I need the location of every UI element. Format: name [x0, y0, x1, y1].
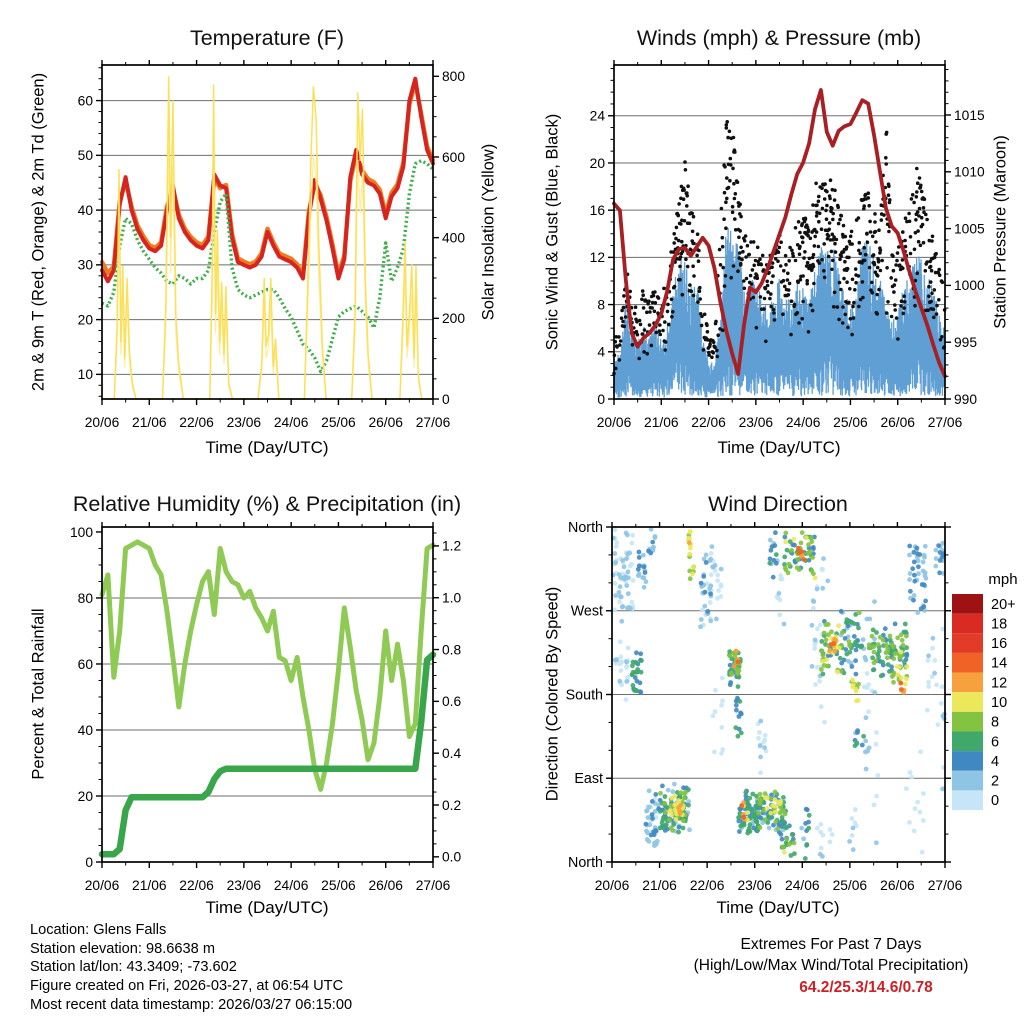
svg-text:25/06: 25/06	[832, 878, 868, 893]
svg-text:60: 60	[77, 656, 93, 672]
svg-text:200: 200	[442, 311, 466, 327]
svg-text:22/06: 22/06	[691, 415, 726, 430]
extremes-subtitle: (High/Low/Max Wind/Total Precipitation)	[693, 957, 969, 974]
svg-text:21/06: 21/06	[132, 878, 167, 893]
panel-title-humidity-precip: Relative Humidity (%) & Precipitation (in)	[72, 492, 462, 516]
svg-text:North: North	[568, 519, 603, 536]
svg-text:West: West	[570, 603, 603, 620]
svg-text:1010: 1010	[954, 164, 985, 180]
svg-text:12: 12	[589, 250, 605, 266]
colorbar-label: 10	[991, 695, 1008, 712]
svg-text:25/06: 25/06	[321, 878, 356, 893]
svg-text:10: 10	[77, 367, 93, 383]
svg-text:21/06: 21/06	[642, 878, 677, 893]
xaxis-label-direction: Time (Day/UTC)	[716, 898, 840, 917]
station-location: Location: Glens Falls	[30, 922, 167, 938]
svg-text:26/06: 26/06	[368, 878, 403, 893]
svg-text:20/06: 20/06	[84, 878, 120, 893]
colorbar-label: 12	[991, 675, 1008, 692]
svg-text:0.8: 0.8	[442, 642, 462, 658]
svg-text:20/06: 20/06	[594, 878, 630, 893]
t2m-red-line	[102, 79, 433, 282]
svg-text:100: 100	[69, 524, 93, 540]
colorbar-label: 20+	[991, 596, 1016, 613]
svg-text:400: 400	[442, 230, 466, 246]
yaxis-label-direction-left: Direction (Colored By Speed)	[543, 586, 562, 802]
speed-colorbar	[952, 594, 1016, 810]
svg-text:600: 600	[442, 149, 466, 165]
figure-created-line: Figure created on Fri, 2026-03-27, at 06:54 UTC	[30, 978, 344, 995]
svg-text:1005: 1005	[954, 221, 985, 237]
humidity-precip-frame	[70, 522, 462, 893]
extremes-values: 64.2/25.3/14.6/0.78	[799, 979, 933, 996]
svg-text:800: 800	[442, 69, 466, 85]
svg-text:26/06: 26/06	[880, 878, 915, 893]
wind-direction-dots	[611, 527, 947, 861]
solar-secondary-line	[102, 147, 433, 399]
svg-text:30: 30	[77, 257, 93, 273]
svg-text:20: 20	[77, 312, 93, 328]
recent-timestamp-line: Most recent data timestamp: 2026/03/27 06:15:00	[30, 996, 353, 1013]
rh-lightgreen-line	[102, 542, 433, 790]
svg-text:995: 995	[954, 334, 978, 350]
station-info-block	[30, 921, 352, 1015]
svg-text:20: 20	[589, 155, 605, 171]
yaxis-label-pressure-right: Station Pressure (Maroon)	[991, 135, 1010, 329]
svg-text:1000: 1000	[954, 278, 985, 294]
svg-text:0: 0	[597, 391, 605, 407]
temperature-series	[102, 76, 433, 399]
xaxis-label-winds: Time (Day/UTC)	[717, 438, 841, 457]
svg-text:1.0: 1.0	[442, 590, 462, 606]
svg-text:27/06: 27/06	[927, 415, 963, 430]
t9m-orange-line	[102, 83, 433, 275]
xaxis-label-humidity: Time (Day/UTC)	[205, 898, 329, 917]
svg-text:24/06: 24/06	[273, 415, 309, 430]
svg-text:24: 24	[589, 108, 605, 124]
panel-title-temperature: Temperature (F)	[189, 26, 345, 50]
xaxis-label-temperature: Time (Day/UTC)	[205, 438, 329, 457]
svg-text:8: 8	[597, 297, 605, 313]
svg-text:21/06: 21/06	[644, 415, 679, 430]
svg-text:0.4: 0.4	[442, 745, 462, 761]
svg-text:40: 40	[77, 202, 93, 218]
svg-text:22/06: 22/06	[689, 878, 725, 893]
wind-direction-axes	[612, 611, 945, 779]
svg-text:27/06: 27/06	[415, 415, 451, 430]
svg-text:24/06: 24/06	[785, 878, 820, 893]
yaxis-label-solar-right: Solar Insolation (Yellow)	[479, 143, 498, 321]
panel-title-winds-pressure: Winds (mph) & Pressure (mb)	[636, 26, 922, 50]
svg-text:0: 0	[85, 854, 93, 870]
yaxis-label-temp-left: 2m & 9m T (Red, Orange) & 2m Td (Green)	[29, 72, 48, 392]
svg-text:80: 80	[77, 590, 93, 606]
colorbar-label: 14	[991, 655, 1008, 672]
yaxis-label-wind-left: Sonic Wind & Gust (Blue, Black)	[543, 113, 562, 351]
svg-text:24/06: 24/06	[785, 415, 821, 430]
svg-text:25/06: 25/06	[321, 415, 356, 430]
svg-text:1.2: 1.2	[442, 538, 462, 554]
svg-text:0.6: 0.6	[442, 694, 462, 710]
winds-series	[612, 90, 946, 398]
svg-text:16: 16	[589, 202, 605, 218]
svg-text:20/06: 20/06	[596, 415, 632, 430]
svg-text:25/06: 25/06	[833, 415, 868, 430]
svg-text:0.2: 0.2	[442, 797, 462, 813]
station-elevation: Station elevation: 98.6638 m	[30, 940, 215, 957]
svg-text:20: 20	[77, 788, 93, 804]
svg-text:23/06: 23/06	[738, 415, 774, 430]
svg-text:27/06: 27/06	[927, 878, 963, 893]
yaxis-label-percent-left: Percent & Total Rainfall	[29, 608, 48, 780]
humidity-series	[102, 542, 433, 854]
svg-text:24/06: 24/06	[273, 878, 309, 893]
panel-title-wind-direction: Wind Direction	[708, 492, 848, 516]
colorbar-label: 16	[991, 636, 1008, 653]
svg-text:50: 50	[77, 148, 93, 164]
svg-text:North: North	[568, 854, 603, 871]
svg-text:21/06: 21/06	[132, 415, 167, 430]
svg-text:1015: 1015	[954, 107, 985, 123]
colorbar-label: 4	[991, 753, 1000, 770]
svg-text:0.0: 0.0	[442, 849, 462, 865]
svg-text:East: East	[574, 771, 603, 788]
svg-text:South: South	[565, 687, 603, 704]
svg-text:40: 40	[77, 722, 93, 738]
svg-text:0: 0	[442, 391, 450, 407]
colorbar-label: 6	[991, 734, 1000, 751]
svg-text:60: 60	[77, 93, 93, 109]
svg-text:4: 4	[597, 344, 605, 360]
station-latlon: Station lat/lon: 43.3409; -73.602	[30, 959, 237, 976]
colorbar-label: 2	[991, 773, 1000, 790]
colorbar-label: 18	[991, 616, 1008, 633]
svg-text:990: 990	[954, 391, 978, 407]
svg-text:20/06: 20/06	[84, 415, 120, 430]
svg-text:22/06: 22/06	[179, 415, 214, 430]
svg-text:22/06: 22/06	[179, 878, 214, 893]
svg-text:26/06: 26/06	[880, 415, 915, 430]
extremes-title: Extremes For Past 7 Days	[740, 936, 922, 953]
colorbar-label: 0	[991, 793, 1000, 810]
svg-text:27/06: 27/06	[415, 878, 451, 893]
svg-text:23/06: 23/06	[226, 415, 262, 430]
svg-text:23/06: 23/06	[226, 878, 262, 893]
svg-text:26/06: 26/06	[368, 415, 403, 430]
colorbar-title-mph: mph	[988, 571, 1018, 588]
svg-text:23/06: 23/06	[737, 878, 772, 893]
colorbar-label: 8	[991, 714, 1000, 731]
